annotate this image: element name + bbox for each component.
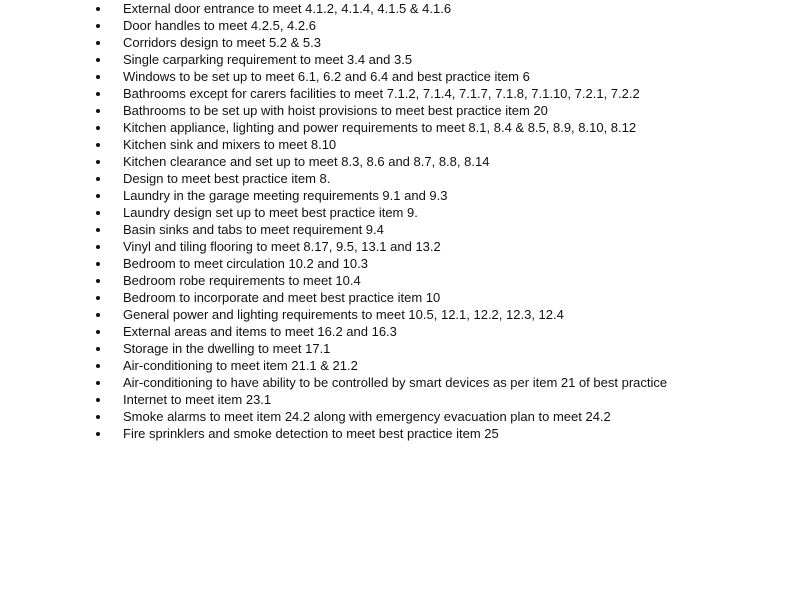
list-item [96,391,667,408]
list-item-text: Laundry design set up to meet best practice item 9. [123,205,418,220]
requirements-bullet-list [96,0,667,442]
bullet-icon [96,398,100,402]
list-item [96,357,667,374]
list-item-text: Corridors design to meet 5.2 & 5.3 [123,35,321,50]
list-item [96,17,667,34]
list-item-text: Bathrooms to be set up with hoist provisions to meet best practice item 20 [123,103,548,118]
list-item-text: Kitchen appliance, lighting and power requirements to meet 8.1, 8.4 & 8.5, 8.9, 8.10, 8.12 [123,120,637,135]
list-item-text: Kitchen sink and mixers to meet 8.10 [123,137,337,152]
bullet-icon [96,7,100,11]
bullet-icon [96,381,100,385]
list-item-text: Bedroom to incorporate and meet best practice item 10 [123,290,441,305]
list-item [96,51,667,68]
list-item [96,204,667,221]
bullet-icon [96,330,100,334]
bullet-icon [96,245,100,249]
list-item [96,136,667,153]
bullet-icon [96,228,100,232]
list-item-text: Air-conditioning to have ability to be controlled by smart devices as per item 21 of best practice [123,375,668,390]
list-item [96,170,667,187]
list-item [96,85,667,102]
list-item [96,102,667,119]
list-item [96,0,667,17]
bullet-icon [96,211,100,215]
list-item-text: Vinyl and tiling flooring to meet 8.17, 9.5, 13.1 and 13.2 [123,239,441,254]
list-item [96,425,667,442]
bullet-icon [96,415,100,419]
list-item [96,374,667,391]
bullet-icon [96,160,100,164]
list-item-text: General power and lighting requirements to meet 10.5, 12.1, 12.2, 12.3, 12.4 [123,307,564,322]
list-item [96,68,667,85]
list-item [96,289,667,306]
list-item [96,221,667,238]
list-item [96,255,667,272]
list-item [96,153,667,170]
list-item-text: Fire sprinklers and smoke detection to meet best practice item 25 [123,426,499,441]
bullet-icon [96,296,100,300]
list-item-text: Kitchen clearance and set up to meet 8.3, 8.6 and 8.7, 8.8, 8.14 [123,154,490,169]
list-item [96,238,667,255]
list-item-text: Air-conditioning to meet item 21.1 & 21.2 [123,358,358,373]
bullet-icon [96,24,100,28]
bullet-icon [96,313,100,317]
bullet-icon [96,194,100,198]
list-item-text: Windows to be set up to meet 6.1, 6.2 and 6.4 and best practice item 6 [123,69,530,84]
bullet-icon [96,58,100,62]
list-item [96,119,667,136]
bullet-icon [96,92,100,96]
bullet-icon [96,177,100,181]
list-item [96,272,667,289]
list-item-text: Storage in the dwelling to meet 17.1 [123,341,331,356]
bullet-icon [96,75,100,79]
list-item-text: External door entrance to meet 4.1.2, 4.1.4, 4.1.5 & 4.1.6 [123,1,452,16]
bullet-icon [96,41,100,45]
bullet-icon [96,126,100,130]
list-item-text: Design to meet best practice item 8. [123,171,331,186]
list-item-text: Single carparking requirement to meet 3.4 and 3.5 [123,52,413,67]
bullet-icon [96,432,100,436]
list-item-text: Laundry in the garage meeting requirements 9.1 and 9.3 [123,188,448,203]
list-item-text: Internet to meet item 23.1 [123,392,272,407]
list-item [96,306,667,323]
bullet-icon [96,364,100,368]
list-item-text: Door handles to meet 4.2.5, 4.2.6 [123,18,316,33]
bullet-icon [96,347,100,351]
list-item-text: Bedroom to meet circulation 10.2 and 10.3 [123,256,368,271]
list-item-text: Bedroom robe requirements to meet 10.4 [123,273,361,288]
list-item-text: Smoke alarms to meet item 24.2 along with emergency evacuation plan to meet 24.2 [123,409,611,424]
list-item [96,408,667,425]
list-item-text: Bathrooms except for carers facilities to meet 7.1.2, 7.1.4, 7.1.7, 7.1.8, 7.1.10, 7.2.1, 7.2.2 [123,86,640,101]
bullet-icon [96,262,100,266]
list-item [96,323,667,340]
bullet-icon [96,143,100,147]
list-item [96,34,667,51]
list-item [96,187,667,204]
list-item-text: External areas and items to meet 16.2 and 16.3 [123,324,397,339]
list-item-text: Basin sinks and tabs to meet requirement 9.4 [123,222,384,237]
bullet-icon [96,279,100,283]
bullet-icon [96,109,100,113]
list-item [96,340,667,357]
